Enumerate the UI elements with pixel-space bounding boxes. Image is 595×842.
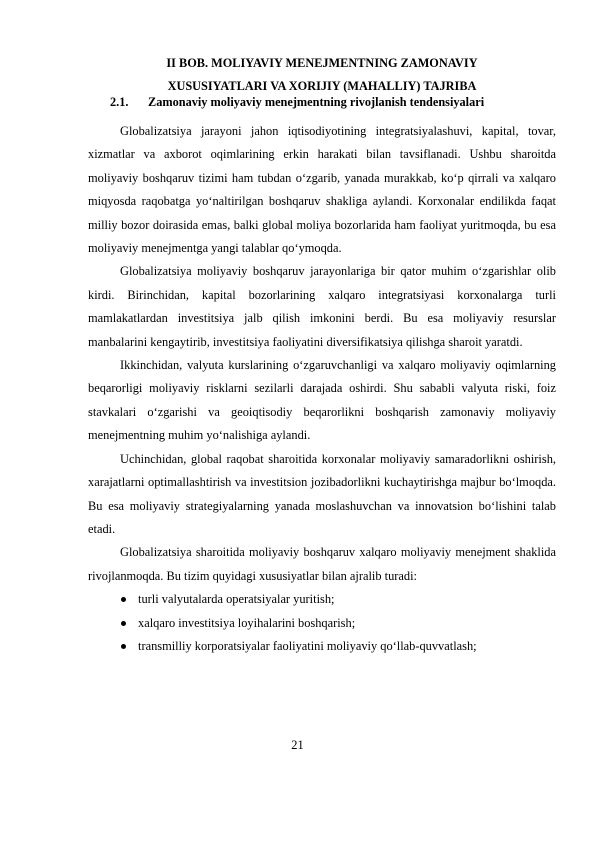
paragraph-3: Ikkinchidan, valyuta kurslarining o‘zgaruvchanligi va xalqaro moliyaviy oqimlarning beqarorligi moliyaviy risklarni sezilarli darajada oshirdi. Shu sababli valyuta riski, foiz stavkalari o‘zgarishi va geoiqtisodiy beqarorlikni boshqarish zamonaviy moliyaviy menejmentning muhim yo‘nalishiga aylandi. [88, 358, 556, 443]
bullet-icon [121, 644, 126, 649]
bullet-text: xalqaro investitsiya loyihalarini boshqarish; [138, 615, 356, 630]
bullet-text: transmilliy korporatsiyalar faoliyatini moliyaviy qo‘llab-quvvatlash; [138, 638, 477, 653]
section-heading [110, 92, 484, 112]
page-number: 21 [291, 738, 304, 752]
paragraph-2: Globalizatsiya moliyaviy boshqaruv jarayonlariga bir qator muhim o‘zgarishlar olib kirdi. Birinchidan, kapital bozorlarining xalqaro integratsiyasi korxonalarga turli mamlakatlardan investitsiya jalb qilish imkonini berdi. Bu esa moliyaviy resurslar manbalarini kengaytirib, investitsiya faoliyatini diversifikatsiya qilishga sharoit yaratdi. [88, 264, 556, 349]
bullet-icon [121, 597, 126, 602]
chapter-title-line-1: II BOB. MOLIYAVIY MENEJMENTNING ZAMONAVIY [166, 56, 478, 70]
paragraph-5: Globalizatsiya sharoitida moliyaviy boshqaruv xalqaro moliyaviy menejment shaklida rivojlanmoqda. Bu tizim quyidagi xususiyatlar bilan ajralib turadi: [88, 545, 556, 583]
section-title: Zamonaviy moliyaviy menejmentning rivojlanish tendensiyalari [148, 95, 485, 109]
body-text [88, 120, 556, 658]
bullet-text: turli valyutalarda operatsiyalar yuritish; [138, 592, 335, 607]
bullet-icon [121, 621, 126, 626]
bullet-list [88, 588, 556, 658]
section-number: 2.1. [110, 95, 129, 109]
paragraph-1: Globalizatsiya jarayoni jahon iqtisodiyotining integratsiyalashuvi, kapital, tovar, xizmatlar va axborot oqimlarining erkin harakati bilan tavsiflanadi. Ushbu sharoitda moliyaviy boshqaruv tizimi ham tubdan o‘zgarib, yanada murakkab, ko‘p qirrali va xalqaro miqyosda raqobatga yo‘naltirilgan boshqaruv shakliga aylandi. Korxonalar endilikda faqat milliy bozor doirasida emas, balki global moliya bozorlarida ham faoliyat yuritmoqda, bu esa moliyaviy menejmentga yangi talablar qo‘ymoqda. [88, 124, 556, 256]
bullet-item-2 [88, 612, 556, 635]
bullet-item-1 [88, 588, 556, 611]
paragraph-4: Uchinchidan, global raqobat sharoitida korxonalar moliyaviy samaradorlikni oshirish, xarajatlarni optimallashtirish va investitsion jozibadorlikni kuchaytirishga majbur bo‘lmoqda. Bu esa moliyaviy strategiyalarning yanada moslashuvchan va innovatsion bo‘lishini talab etadi. [88, 451, 556, 536]
bullet-item-3 [88, 635, 556, 658]
chapter-title-line-2: XUSUSIYATLARI VA XORIJIY (MAHALLIY) TAJRIBA [167, 79, 477, 93]
